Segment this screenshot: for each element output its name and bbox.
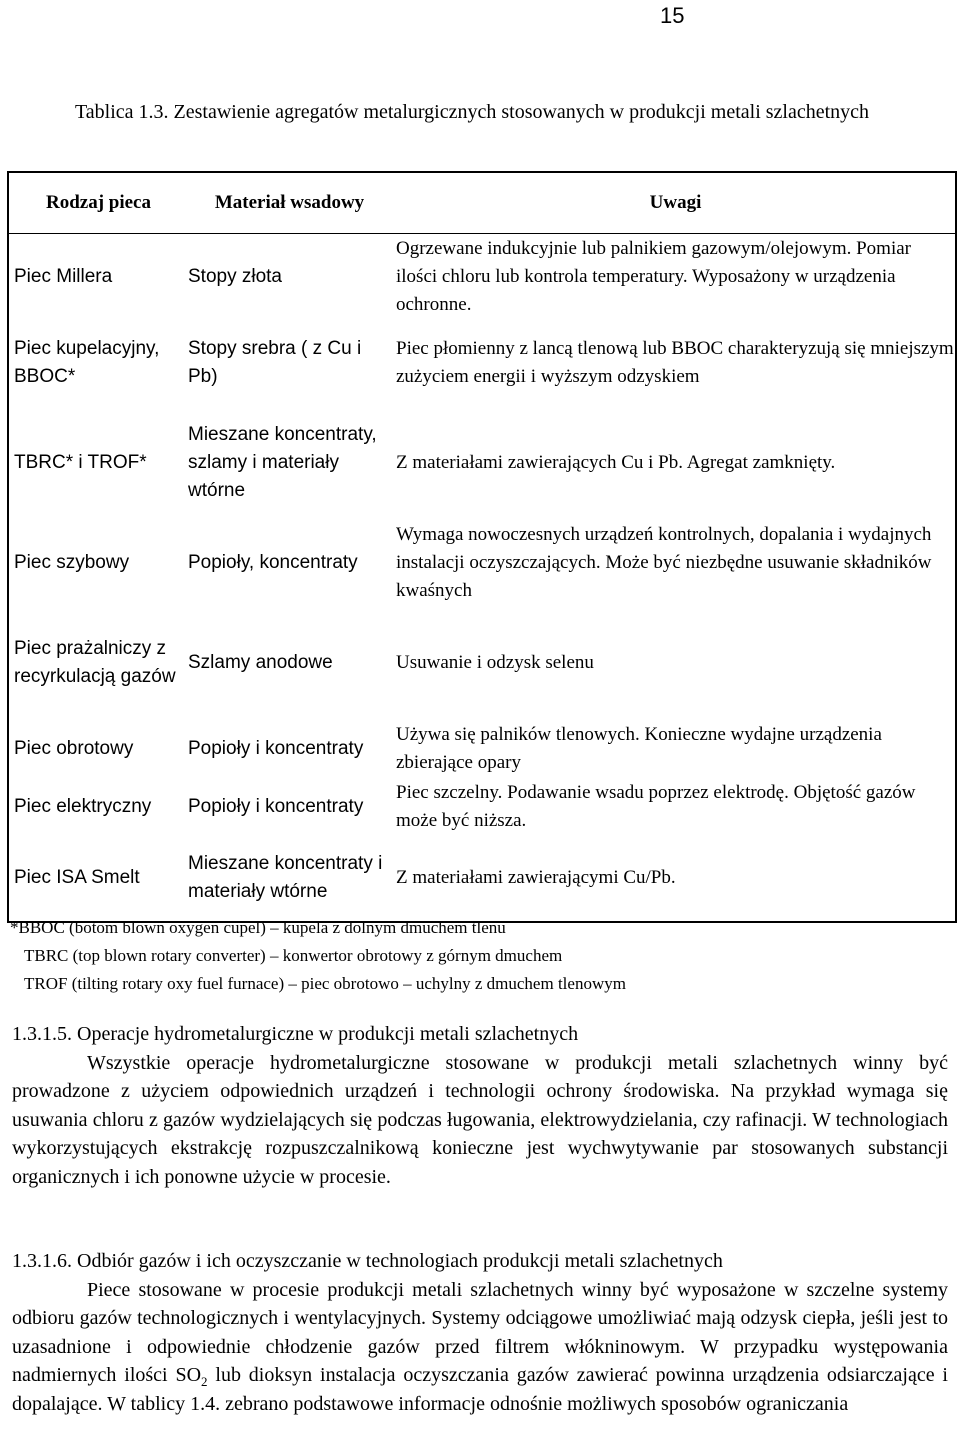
section-1-3-1-5 (12, 1020, 948, 1191)
section-heading: 1.3.1.6. Odbiór gazów i ich oczyszczanie w technologiach produkcji metali szlachetnych (12, 1250, 723, 1272)
cell-furnace-type: Piec elektryczny (14, 795, 152, 817)
cell-charge-material: Popioły i koncentraty (188, 795, 364, 817)
cell-remarks: Ogrzewane indukcyjnie lub palnikiem gazowym/olejowym. Pomiar ilości chloru lub kontrola temperatury. Wyposażony w urządzenia ochronne. (396, 237, 911, 315)
cell-remarks: Wymaga nowoczesnych urządzeń kontrolnych, dopalania i wydajnych instalacji oczyszczających. Może być niezbędne usuwanie składników kwaśnych (396, 523, 932, 601)
cell-charge-material: Popioły, koncentraty (188, 551, 358, 573)
table-header-row (8, 172, 956, 234)
table-row (8, 778, 956, 836)
cell-remarks: Piec płomienny z lancą tlenową lub BBOC charakteryzują się mniejszym zużyciem energii i wyższym odzyskiem (396, 337, 954, 387)
table-row (8, 520, 956, 606)
table-row (8, 320, 956, 406)
cell-remarks: Z materiałami zawierających Cu i Pb. Agregat zamknięty. (396, 451, 836, 473)
table-caption: Tablica 1.3. Zestawienie agregatów metalurgicznych stosowanych w produkcji metali szlachetnych (74, 101, 870, 123)
section-heading: 1.3.1.5. Operacje hydrometalurgiczne w produkcji metali szlachetnych (12, 1023, 579, 1045)
cell-remarks: Piec szczelny. Podawanie wsadu poprzez elektrodę. Objętość gazów może być niższa. (396, 781, 916, 831)
cell-furnace-type: Piec prażalniczy z recyrkulacją gazów (14, 637, 176, 687)
so2-subscript: 2 (201, 1374, 208, 1389)
cell-charge-material: Popioły i koncentraty (188, 737, 364, 759)
cell-furnace-type: Piec obrotowy (14, 737, 134, 759)
table-row (8, 836, 956, 922)
cell-furnace-type: TBRC* i TROF* (14, 451, 147, 473)
cell-charge-material: Stopy złota (188, 265, 282, 287)
section-1-3-1-6 (12, 1247, 948, 1418)
cell-remarks: Usuwanie i odzysk selenu (396, 651, 594, 673)
header-charge-material: Materiał wsadowy (214, 192, 365, 213)
cell-furnace-type: Piec kupelacyjny, BBOC* (14, 337, 160, 387)
cell-charge-material: Mieszane koncentraty, szlamy i materiały wtórne (188, 423, 377, 501)
cell-remarks: Używa się palników tlenowych. Konieczne wydajne urządzenia zbierające opary (396, 723, 882, 773)
cell-furnace-type: Piec szybowy (14, 551, 130, 573)
table-footnotes (10, 914, 626, 998)
cell-charge-material: Szlamy anodowe (188, 651, 333, 673)
aggregates-table (7, 171, 957, 923)
cell-furnace-type: Piec Millera (14, 265, 113, 287)
header-furnace-type: Rodzaj pieca (45, 192, 151, 213)
footnote-tbrc: TBRC (top blown rotary converter) – konwertor obrotowy z górnym dmuchem (24, 946, 563, 965)
section-paragraph (12, 1276, 948, 1419)
table-row (8, 720, 956, 778)
table-row (8, 234, 956, 320)
cell-furnace-type: Piec ISA Smelt (14, 867, 140, 888)
cell-remarks: Z materiałami zawierającymi Cu/Pb. (396, 867, 676, 888)
paragraph-text-part-1: Piece stosowane w procesie produkcji metali szlachetnych winny być wyposażone w szczelne systemy odbioru gazów technologicznych i wentylacyjnych. Systemy odciągowe umożliwiać mają odzysk ciepła, jeśli jest to uzasadnione i odpowiednie chłodzenie gazów przed filtrem włókninowym. W przypadku występowania nadmiernych ilości SO (12, 1278, 948, 1386)
table-row (8, 406, 956, 520)
footnote-bboc: *BBOC (botom blown oxygen cupel) – kupela z dolnym dmuchem tlenu (10, 918, 506, 937)
footnote-trof: TROF (tilting rotary oxy fuel furnace) – piec obrotowo – uchylny z dmuchem tlenowym (24, 974, 626, 993)
header-remarks: Uwagi (649, 192, 702, 213)
cell-charge-material: Mieszane koncentraty i materiały wtórne (188, 853, 383, 902)
paragraph-text-part-2: lub dioksyn instalacja oczyszczania gazów zawierać powinna urządzenia odsiarczające i dopalające. W tablicy 1.4. zebrano podstawowe informacje odnośnie możliwych sposobów ograniczania (12, 1364, 948, 1415)
table-row (8, 606, 956, 720)
section-paragraph: Wszystkie operacje hydrometalurgiczne stosowane w produkcji metali szlachetnych winny być prowadzone z użyciem odpowiednich urządzeń i technologii ochrony środowiska. Na przykład wymaga się usuwania chloru z gazów wydzielających się podczas ługowania, elektrowydzielania, czy rafinacji. W technologiach wykorzystujących ekstrakcję rozpuszczalnikową konieczne jest wychwytywanie par stosowanych substancji organicznych i ich ponowne użycie w procesie. (12, 1051, 948, 1188)
cell-charge-material: Stopy srebra ( z Cu i Pb) (188, 337, 362, 387)
page-number: 15 (660, 3, 685, 28)
